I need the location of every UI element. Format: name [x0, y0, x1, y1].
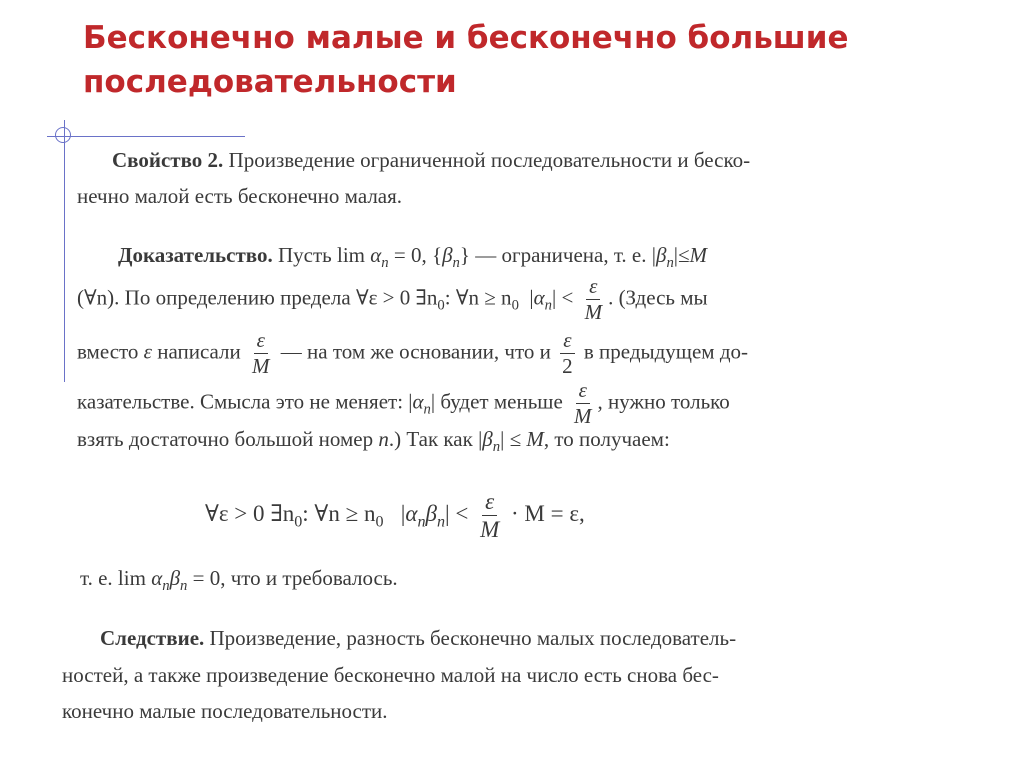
- frac-num: ε: [560, 330, 574, 354]
- math-eps: ε: [143, 339, 152, 364]
- math-sub: n: [452, 255, 460, 272]
- math-sub: n: [381, 255, 389, 272]
- decorative-vertical-line: [64, 120, 65, 382]
- math-alpha: α: [533, 285, 545, 310]
- frac-num: ε: [586, 276, 600, 300]
- proof-text: — ограничена, т. е.: [475, 243, 647, 267]
- proof-text: , нужно только: [597, 389, 730, 414]
- proof-display-formula: ∀ε > 0 $\exists n_0$: ∀n ≥ $n_0$ $|\alpha_n\beta_n|$ < $\frac{\varepsilon}{M}$ · M = ε,: [205, 489, 585, 542]
- math-beta: β: [425, 500, 437, 526]
- proof-text: написали: [157, 339, 241, 364]
- math-sub: n: [417, 513, 426, 531]
- fraction-eps-over-M: [249, 330, 273, 377]
- frac-num: ε: [254, 330, 268, 354]
- decorative-horizontal-line: [47, 136, 245, 137]
- math-alpha: α: [405, 500, 418, 526]
- fraction-eps-over-M: [571, 380, 595, 427]
- math-leq: ≤: [509, 427, 522, 451]
- fraction-eps-over-M: [582, 276, 606, 323]
- math-M: M: [526, 427, 544, 451]
- fraction-eps-over-2: [559, 330, 576, 377]
- math-lt: <: [561, 285, 574, 310]
- math-sub: n: [544, 297, 552, 314]
- math-sub: 0: [294, 513, 303, 531]
- math-M: M: [689, 243, 708, 267]
- math-text: (∀n).: [77, 285, 120, 310]
- corollary-text-2: ностей, а также произведение бесконечно малой на число есть снова бес-: [62, 663, 719, 687]
- proof-text: = 0, что и требовалось.: [192, 566, 398, 590]
- corollary-text-3: конечно малые последовательности.: [62, 699, 388, 723]
- property-label: Свойство 2.: [112, 148, 224, 172]
- math-beta: β: [482, 427, 493, 451]
- proof-line-4: казательстве. Смысла это не меняет: $|\alpha_n|$ будет меньше $\frac{\varepsilon}{M}$ , нужно только: [77, 378, 730, 428]
- slide-title-line-1: Бесконечно малые и бесконечно большие: [83, 20, 849, 56]
- decorative-circle-icon: [55, 127, 71, 143]
- proof-text: в предыдущем до-: [583, 339, 749, 364]
- slide-title-line-2: последовательности: [83, 64, 457, 100]
- property-line-1: [112, 148, 750, 173]
- math-sub: 0: [511, 297, 519, 314]
- math-n: n: [378, 427, 389, 451]
- math-sub: n: [666, 255, 674, 272]
- math-sub: 0: [375, 513, 384, 531]
- frac-den: 2: [562, 354, 573, 378]
- proof-text: . (Здесь мы: [608, 285, 708, 310]
- proof-text: вместо: [77, 339, 139, 364]
- math-beta: β: [442, 243, 453, 267]
- proof-text: , то получаем:: [543, 427, 670, 451]
- fraction-eps-over-M: [477, 490, 502, 541]
- math-text: ∀ε > 0 ∃n: [355, 285, 438, 310]
- property-line-2: [77, 184, 402, 209]
- math-lim: lim: [336, 243, 365, 267]
- math-text: = 0,: [393, 243, 427, 267]
- frac-num: ε: [576, 380, 590, 404]
- proof-text: По определению предела: [124, 285, 351, 310]
- frac-num: ε: [482, 490, 497, 516]
- math-alpha: α: [151, 566, 163, 590]
- math-text: ∀ε > 0 ∃n: [205, 500, 295, 526]
- corollary-line-3: [62, 699, 388, 724]
- proof-text: .) Так как: [388, 427, 473, 451]
- property-text-2: нечно малой есть бесконечно малая.: [77, 184, 403, 208]
- math-lt: <: [455, 500, 469, 526]
- proof-line-3: [77, 330, 748, 377]
- corollary-text-1: Произведение, разность бесконечно малых последователь-: [209, 626, 737, 650]
- proof-text: взять достаточно большой номер: [77, 427, 374, 451]
- frac-den: M: [252, 354, 270, 378]
- proof-text: Пусть: [277, 243, 332, 267]
- property-text-1: Произведение ограниченной последовательности и беско-: [228, 148, 751, 172]
- corollary-label: Следствие.: [100, 626, 205, 650]
- proof-line-2: (∀n). По определению предела ∀ε > 0 $\exists n_0$: ∀n ≥ $n_0$ $|\alpha_n|$ < $\frac{\varepsilon}{M}$ . (Здесь мы: [77, 274, 708, 324]
- proof-line-5: взять достаточно большой номер n.) Так как $|\beta_n| \le M$, то получаем:: [77, 427, 670, 456]
- math-alpha: α: [370, 243, 382, 267]
- math-leq: ≤: [678, 243, 690, 267]
- math-alpha: α: [412, 389, 424, 414]
- corollary-line-2: [62, 663, 719, 688]
- proof-line-conclusion: [80, 566, 398, 595]
- proof-line-1: Доказательство. Пусть $\lim \alpha_n = 0$, $\{\beta_n\}$ — ограничена, т. е. $|\beta_n|\le M$: [118, 243, 708, 272]
- math-beta: β: [169, 566, 181, 590]
- proof-text: т. е.: [80, 566, 113, 590]
- math-sub: n: [180, 578, 188, 595]
- frac-den: M: [480, 517, 500, 542]
- frac-den: M: [574, 404, 592, 428]
- proof-text: казательстве. Смысла это не меняет:: [77, 389, 404, 414]
- proof-label: Доказательство.: [118, 243, 273, 267]
- math-sub: n: [162, 578, 170, 595]
- math-text: : ∀n ≥ n: [444, 285, 512, 310]
- math-sub: 0: [437, 297, 445, 314]
- math-text: · M = ε,: [511, 500, 585, 526]
- slide-title: [83, 16, 983, 104]
- math-sub: n: [423, 401, 431, 418]
- math-lim: lim: [117, 566, 146, 590]
- proof-text: — на том же основании, что и: [280, 339, 551, 364]
- corollary-line-1: [100, 626, 736, 651]
- frac-den: M: [584, 300, 603, 324]
- proof-text: будет меньше: [440, 389, 563, 414]
- math-sub: n: [492, 439, 501, 456]
- math-sub: n: [436, 513, 445, 531]
- math-beta: β: [655, 243, 667, 267]
- math-text: : ∀n ≥ n: [302, 500, 376, 526]
